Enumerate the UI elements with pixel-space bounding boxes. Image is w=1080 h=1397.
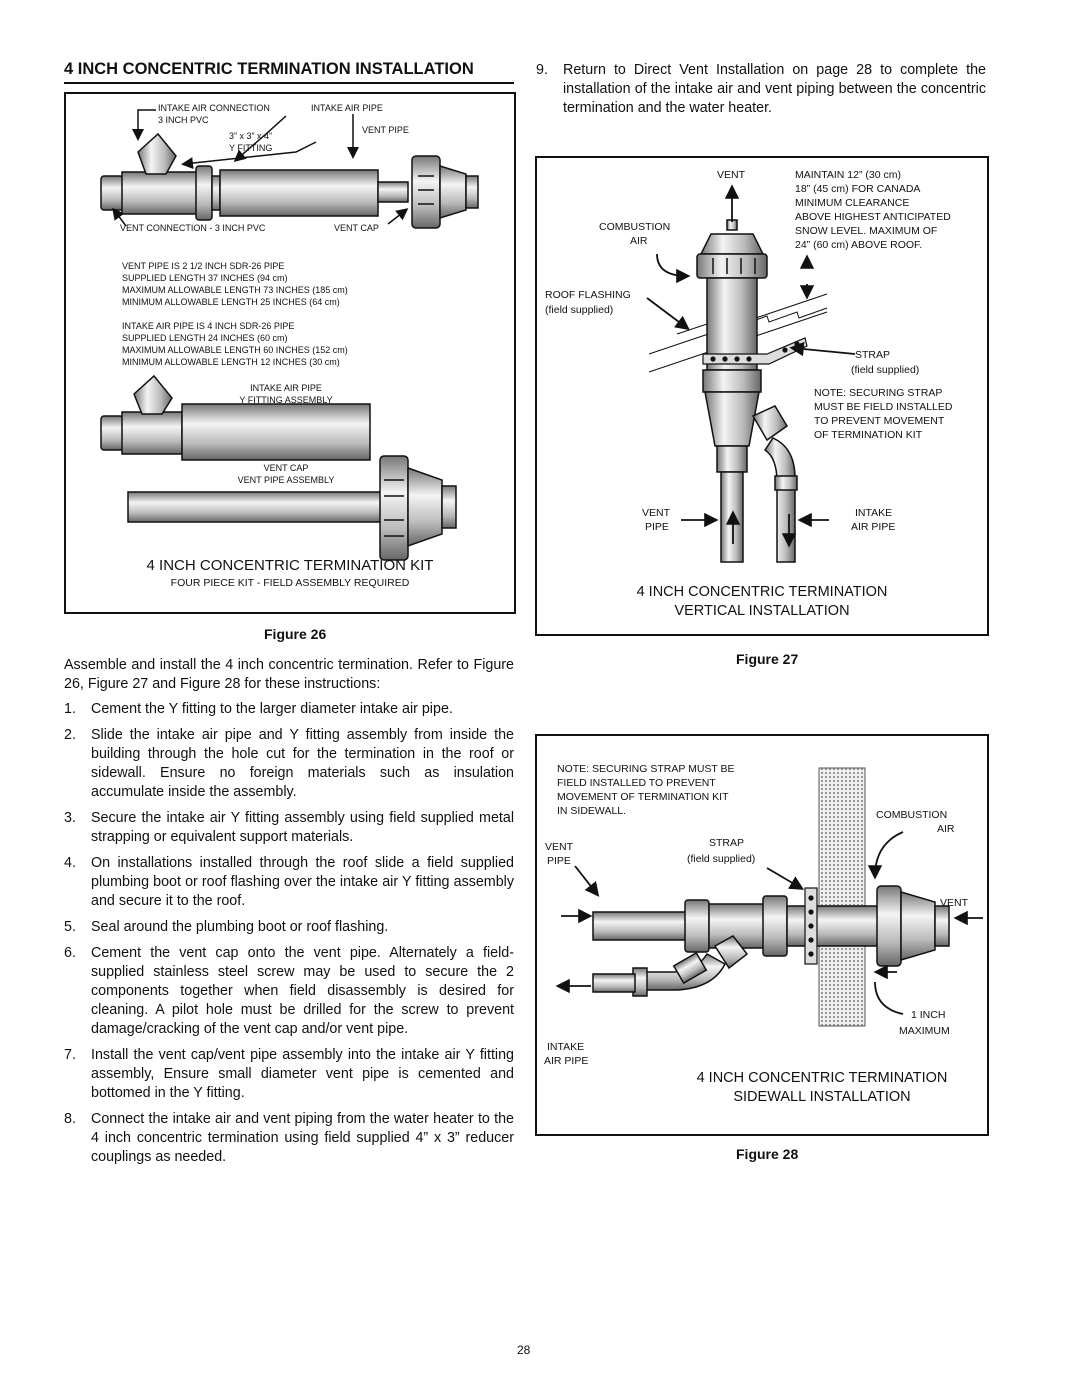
strap — [805, 888, 817, 964]
figure-26-caption: Figure 26 — [264, 626, 327, 642]
figure-27-box — [535, 156, 989, 636]
step-item: 3. Secure the intake air Y fitting assembly using field supplied metal strapping or equivalent support materials. — [64, 810, 514, 845]
figure-28-box — [535, 734, 989, 1136]
fig28-title2: SIDEWALL INSTALLATION — [733, 1089, 911, 1105]
spec-line: SUPPLIED LENGTH 24 INCHES (60 cm) — [122, 333, 288, 343]
label-vent: VENT — [545, 841, 574, 853]
step-item: 7. Install the vent cap/vent pipe assembly into the intake air Y fitting assembly, Ensure small diameter vent pipe is cemented and bottomed in the Y fitting. — [64, 1047, 514, 1101]
label-intake-air-connection: INTAKE AIR CONNECTION — [158, 103, 270, 113]
fig28-title1: 4 INCH CONCENTRIC TERMINATION — [696, 1070, 948, 1086]
label-vent-pipe: PIPE — [645, 521, 669, 533]
fig27-title2: VERTICAL INSTALLATION — [674, 603, 850, 619]
spec-line: MAXIMUM ALLOWABLE LENGTH 73 INCHES (185 cm) — [122, 285, 348, 295]
label-vent-pipe: VENT PIPE — [362, 125, 409, 135]
label-strap: STRAP — [855, 349, 891, 361]
label-maximum: MAXIMUM — [899, 1025, 950, 1037]
label-vent: VENT — [717, 169, 746, 181]
spec-line: MINIMUM ALLOWABLE LENGTH 12 INCHES (30 cm) — [122, 357, 340, 367]
label-combustion: COMBUSTION — [876, 809, 948, 821]
step-9: 9. Return to Direct Vent Installation on page 28 to complete the installation of the intake air and vent piping between the concentric termination and the water heater. — [536, 62, 986, 116]
label-strap: STRAP — [709, 837, 745, 849]
label-vent-right: VENT — [940, 897, 969, 909]
label-note: NOTE: SECURING STRAP MUST BE — [557, 763, 735, 775]
label-assembly1-line2: Y FITTING ASSEMBLY — [239, 395, 333, 405]
step-item: 8. Connect the intake air and vent piping from the water heater to the 4 inch concentric termination using field supplied 4” x 3” reducer couplings as needed. — [64, 1111, 514, 1165]
label-pipe: PIPE — [547, 855, 571, 867]
label-vent-connection: VENT CONNECTION - 3 INCH PVC — [120, 223, 266, 233]
spec-line: SUPPLIED LENGTH 37 INCHES (94 cm) — [122, 273, 288, 283]
label-maintain: MAINTAIN 12” (30 cm) — [795, 169, 901, 181]
label-air: AIR — [630, 235, 648, 247]
label-intake-air-pipe: INTAKE AIR PIPE — [311, 103, 383, 113]
label-y-fitting-size: 3” x 3” x 4” — [229, 131, 273, 141]
label-intake: AIR PIPE — [544, 1055, 589, 1067]
figure-27-caption: Figure 27 — [736, 651, 799, 667]
label-roof-flashing: ROOF FLASHING — [545, 289, 631, 301]
step-item: 5. Seal around the plumbing boot or roof flashing. — [64, 919, 389, 935]
label-one-inch: 1 INCH — [911, 1009, 946, 1021]
label-combustion: COMBUSTION — [599, 221, 671, 233]
label-intake: INTAKE — [855, 507, 893, 519]
label-assembly2-line2: VENT PIPE ASSEMBLY — [237, 475, 335, 485]
sidewall — [819, 768, 865, 1026]
step-item: 4. On installations installed through the roof slide a field supplied plumbing boot or roof flashing over the intake air Y fitting assembly and secure it to the roof. — [64, 855, 514, 909]
label-note: MOVEMENT OF TERMINATION KIT — [557, 791, 729, 803]
label-y-fitting: Y FITTING — [229, 143, 273, 153]
label-maintain: SNOW LEVEL. MAXIMUM OF — [795, 225, 938, 237]
vent-cap — [697, 220, 767, 278]
label-intake: AIR PIPE — [851, 521, 896, 533]
step-item: 6. Cement the vent cap onto the vent pipe. Alternately a field-supplied stainless steel screw may be used to secure the 2 components together when field disassembly is desired for cleaning. A pilot hole must be drilled for the screw to prevent damage/cracking of the vent cap and/or vent pipe. — [64, 945, 514, 1037]
label-assembly1-line1: INTAKE AIR PIPE — [250, 383, 322, 393]
label-vent-pipe: VENT — [642, 507, 671, 519]
label-note: IN SIDEWALL. — [557, 805, 627, 817]
fig27-title1: 4 INCH CONCENTRIC TERMINATION — [636, 584, 888, 600]
label-note: TO PREVENT MOVEMENT — [814, 415, 945, 427]
figure-26-box — [64, 92, 516, 614]
sidewall-pipes — [593, 886, 949, 996]
label-assembly2-line1: VENT CAP — [263, 463, 309, 473]
spec-line: MINIMUM ALLOWABLE LENGTH 25 INCHES (64 cm) — [122, 297, 340, 307]
intake-pipe — [703, 278, 797, 562]
page-number: 28 — [517, 1343, 531, 1357]
step-item: 1. Cement the Y fitting to the larger diameter intake air pipe. — [64, 701, 453, 717]
label-maintain: ABOVE HIGHEST ANTICIPATED — [795, 211, 951, 223]
step-item: 2. Slide the intake air pipe and Y fitting assembly from inside the building through the hole cut for the termination in the roof or sidewall. Ensure no foreign materials such as insulation accumulate inside the assembly. — [64, 727, 514, 800]
vent-cap-top — [412, 156, 478, 228]
label-maintain: MINIMUM CLEARANCE — [795, 197, 910, 209]
kit-subtitle: FOUR PIECE KIT - FIELD ASSEMBLY REQUIRED — [170, 577, 410, 589]
intro-paragraph: Assemble and install the 4 inch concentric termination. Refer to Figure 26, Figure 27 and Figure 28 for these instructions: — [64, 657, 514, 692]
label-field-supplied: (field supplied) — [545, 304, 614, 316]
kit-title: 4 INCH CONCENTRIC TERMINATION KIT — [146, 557, 434, 574]
label-maintain: 18” (45 cm) FOR CANADA — [795, 183, 921, 195]
figure-28-caption: Figure 28 — [736, 1146, 799, 1162]
label-field-supplied: (field supplied) — [687, 853, 756, 865]
section-title: 4 INCH CONCENTRIC TERMINATION INSTALLATION — [64, 60, 474, 78]
label-note: MUST BE FIELD INSTALLED — [814, 401, 953, 413]
spec-line: VENT PIPE IS 2 1/2 INCH SDR-26 PIPE — [122, 261, 285, 271]
label-field-supplied: (field supplied) — [851, 364, 920, 376]
label-intake: INTAKE — [547, 1041, 585, 1053]
spec-line: MAXIMUM ALLOWABLE LENGTH 60 INCHES (152 cm) — [122, 345, 348, 355]
spec-line: INTAKE AIR PIPE IS 4 INCH SDR-26 PIPE — [122, 321, 295, 331]
title-rule — [64, 82, 514, 84]
label-note: FIELD INSTALLED TO PREVENT — [557, 777, 716, 789]
label-air: AIR — [937, 823, 955, 835]
label-3-inch-pvc: 3 INCH PVC — [158, 115, 209, 125]
instruction-steps — [64, 700, 514, 1174]
label-vent-cap: VENT CAP — [334, 223, 379, 233]
label-note: NOTE: SECURING STRAP — [814, 387, 943, 399]
label-maintain: 24” (60 cm) ABOVE ROOF. — [795, 239, 923, 251]
label-note: OF TERMINATION KIT — [814, 429, 923, 441]
